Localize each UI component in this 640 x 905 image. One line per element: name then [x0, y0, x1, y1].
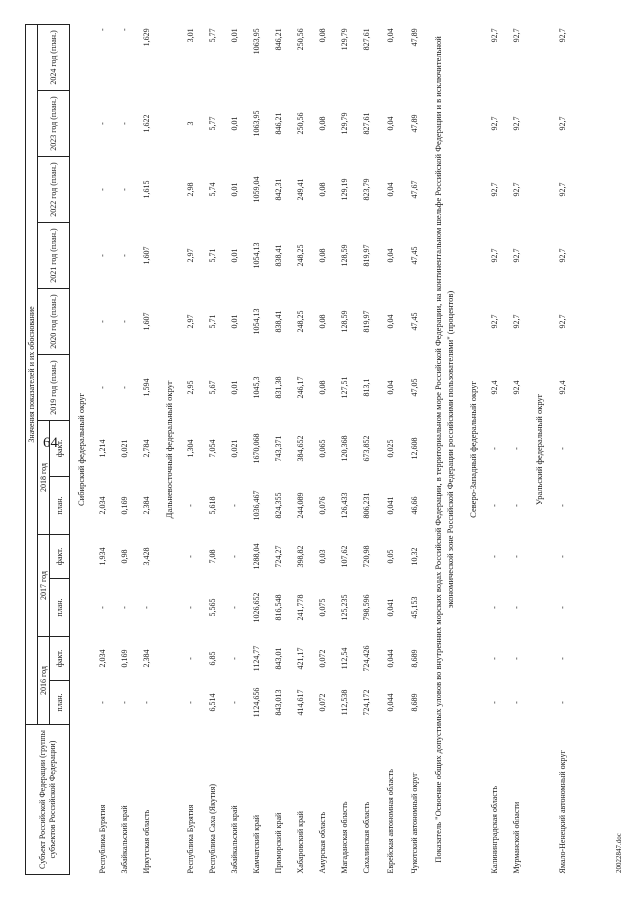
table-row [312, 24, 334, 874]
value-cell: - [119, 122, 129, 125]
value-cell: 92,7 [557, 314, 567, 329]
value-cell: 92,4 [511, 380, 521, 395]
table-row [484, 24, 506, 874]
table-row [404, 24, 426, 874]
value-cell: 823,79 [361, 178, 371, 201]
value-cell: 0,03 [317, 549, 327, 564]
table-row [268, 24, 290, 874]
value-cell: 47,89 [409, 28, 419, 47]
value-cell: 2,384 [141, 649, 151, 668]
value-cell: 244,089 [295, 492, 305, 519]
value-cell: - [185, 504, 195, 507]
table-row [378, 24, 404, 874]
subject-cell: Мурманской области [511, 801, 521, 874]
value-cell: 92,7 [489, 314, 499, 329]
value-cell: - [557, 504, 567, 507]
value-cell: 842,31 [273, 178, 283, 201]
value-cell: 92,7 [511, 314, 521, 329]
section-title-row [528, 24, 550, 874]
value-cell: 0,021 [119, 439, 129, 458]
value-cell: 112,538 [339, 689, 349, 716]
value-cell: 5,71 [207, 248, 217, 263]
value-cell: 0,025 [385, 439, 395, 458]
value-cell: 1,607 [141, 246, 151, 265]
value-cell: 398,82 [295, 545, 305, 568]
value-cell: - [511, 447, 521, 450]
section-title: Сибирский федеральный округ [75, 392, 86, 507]
header-2019: 2019 год (план.) [38, 355, 70, 421]
data-table [25, 24, 576, 875]
value-cell: 0,169 [119, 649, 129, 668]
value-cell: - [185, 555, 195, 558]
value-cell: 92,7 [489, 248, 499, 263]
value-cell: 92,7 [511, 248, 521, 263]
value-cell: - [97, 320, 107, 323]
value-cell: 92,7 [489, 28, 499, 43]
value-cell: 47,67 [409, 180, 419, 199]
value-cell: - [229, 555, 239, 558]
value-cell: - [489, 447, 499, 450]
subject-cell: Приморский край [273, 812, 283, 874]
value-cell: - [185, 701, 195, 704]
value-cell: - [511, 701, 521, 704]
page-number: 64 [43, 435, 58, 451]
subject-cell: Сахалинская область [361, 801, 371, 874]
value-cell: 92,7 [511, 28, 521, 43]
table-row [356, 24, 378, 874]
value-cell: - [97, 701, 107, 704]
header-2016: 2016 год [38, 637, 50, 725]
value-cell: 0,04 [385, 116, 395, 131]
value-cell: 3,428 [141, 547, 151, 566]
value-cell: 843,01 [273, 647, 283, 670]
value-cell: - [489, 555, 499, 558]
value-cell: 250,56 [295, 112, 305, 135]
indicator-row [426, 24, 462, 874]
value-cell: 0,072 [317, 693, 327, 712]
value-cell: 1,607 [141, 312, 151, 331]
value-cell: - [119, 320, 129, 323]
value-cell: 0,041 [385, 598, 395, 617]
value-cell: 0,04 [385, 182, 395, 197]
subject-cell: Забайкальский край [119, 805, 129, 874]
value-cell: 5,77 [207, 116, 217, 131]
value-cell: 414,617 [295, 689, 305, 716]
value-cell: 673,852 [361, 435, 371, 462]
subject-cell: Амурская область [317, 812, 327, 874]
subject-cell: Ямало-Ненецкий автономный округ [557, 750, 567, 874]
value-cell: 3 [185, 121, 195, 126]
header-plan: план. [50, 681, 70, 725]
value-cell: 249,41 [295, 178, 305, 201]
value-cell: 8,689 [409, 649, 419, 668]
value-cell: 827,61 [361, 28, 371, 51]
value-cell: 0,08 [317, 314, 327, 329]
value-cell: 0,01 [229, 380, 239, 395]
table-row [114, 24, 136, 874]
value-cell: - [97, 606, 107, 609]
value-cell: - [511, 504, 521, 507]
header-2023: 2023 год (план.) [38, 91, 70, 157]
header-subject: Субъект Российской Федерации (группы субъектов Российской Федерации) [26, 725, 70, 875]
value-cell: 248,25 [295, 244, 305, 267]
value-cell: - [119, 254, 129, 257]
header-2018: 2018 год [38, 421, 50, 535]
value-cell: 2,034 [97, 649, 107, 668]
subject-cell: Магаданская область [339, 801, 349, 874]
value-cell: 127,51 [339, 376, 349, 399]
value-cell: 6,514 [207, 693, 217, 712]
table-row [224, 24, 246, 874]
value-cell: 1,594 [141, 378, 151, 397]
value-cell: - [119, 701, 129, 704]
header-plan: план. [50, 477, 70, 535]
value-cell: 92,7 [489, 182, 499, 197]
subject-cell: Республика Саха (Якутия) [207, 783, 217, 874]
value-cell: 5,77 [207, 28, 217, 43]
value-cell: - [229, 606, 239, 609]
value-cell: 5,74 [207, 182, 217, 197]
value-cell: 824,355 [273, 492, 283, 519]
subject-cell: Забайкальский край [229, 805, 239, 874]
subject-cell: Иркутская область [141, 809, 151, 874]
value-cell: 120,368 [339, 435, 349, 462]
value-cell: 2,384 [141, 496, 151, 515]
value-cell: 0,01 [229, 116, 239, 131]
value-cell: - [557, 606, 567, 609]
section-title: Дальневосточный федеральный округ [163, 380, 174, 519]
value-cell: 421,17 [295, 647, 305, 670]
value-cell: - [97, 28, 107, 32]
value-cell: 92,7 [511, 116, 521, 131]
value-cell: 2,95 [185, 380, 195, 395]
value-cell: 1036,467 [251, 490, 261, 521]
value-cell: 12,608 [409, 437, 419, 460]
value-cell: 384,652 [295, 435, 305, 462]
value-cell: 1026,652 [251, 592, 261, 623]
indicator-text: Показатель "Освоение общих допустимых уловов во внутренних морских водах Российской Федерации, в территориальном море Российской Федерации, на континентальном шельфе Российской Федерации и в исключительной экономической зоне Российской Федерации российскими пользователями" (процентов) [432, 36, 455, 863]
header-2024: 2024 год (план.) [38, 24, 70, 90]
value-cell: 0,05 [385, 549, 395, 564]
value-cell: 250,56 [295, 28, 305, 51]
header-fact: факт. [50, 535, 70, 579]
value-cell: - [489, 657, 499, 660]
value-cell: 1,214 [97, 439, 107, 458]
section-title-row [70, 24, 92, 874]
value-cell: 47,45 [409, 246, 419, 265]
section-title-row [158, 24, 180, 874]
header-2017: 2017 год [38, 535, 50, 637]
value-cell: - [185, 657, 195, 660]
value-cell: 0,169 [119, 496, 129, 515]
header-fact: факт. [50, 637, 70, 681]
value-cell: 0,08 [317, 28, 327, 43]
value-cell: 2,97 [185, 248, 195, 263]
value-cell: 2,98 [185, 182, 195, 197]
header-2020: 2020 год (план.) [38, 289, 70, 355]
value-cell: 0,065 [317, 439, 327, 458]
value-cell: 46,66 [409, 496, 419, 515]
value-cell: - [97, 122, 107, 125]
value-cell: 819,97 [361, 244, 371, 267]
value-cell: - [511, 657, 521, 660]
value-cell: 806,231 [361, 492, 371, 519]
header-2021: 2021 год (план.) [38, 223, 70, 289]
header-plan: план. [50, 579, 70, 637]
value-cell: 0,01 [229, 28, 239, 43]
subject-cell: Республика Бурятия [185, 804, 195, 874]
value-cell: 2,784 [141, 439, 151, 458]
subject-cell: Калининградская область [489, 785, 499, 874]
value-cell: 129,79 [339, 28, 349, 51]
table-row [506, 24, 528, 874]
value-cell: 819,97 [361, 310, 371, 333]
value-cell: - [119, 386, 129, 389]
value-cell: 125,235 [339, 594, 349, 621]
subject-cell: Хабаровский край [295, 811, 305, 874]
value-cell: 47,05 [409, 378, 419, 397]
subject-cell: Республика Бурятия [97, 804, 107, 874]
value-cell: 1124,656 [251, 687, 261, 718]
value-cell: 92,7 [557, 248, 567, 263]
value-cell: 0,08 [317, 248, 327, 263]
value-cell: - [557, 701, 567, 704]
value-cell: 724,27 [273, 545, 283, 568]
value-cell: 1288,04 [251, 543, 261, 570]
value-cell: 7,08 [207, 549, 217, 564]
table-row [202, 24, 224, 874]
value-cell: 126,433 [339, 492, 349, 519]
value-cell: 831,38 [273, 376, 283, 399]
value-cell: 241,778 [295, 594, 305, 621]
value-cell: 6,85 [207, 651, 217, 666]
value-cell: 0,08 [317, 116, 327, 131]
value-cell: 128,59 [339, 310, 349, 333]
table-row [92, 24, 114, 874]
value-cell: - [557, 657, 567, 660]
value-cell: 798,596 [361, 594, 371, 621]
value-cell: - [557, 447, 567, 450]
value-cell: 0,08 [317, 380, 327, 395]
value-cell: 816,548 [273, 594, 283, 621]
value-cell: 838,41 [273, 244, 283, 267]
header-values-group: Значения показателей и их обоснование [26, 24, 38, 724]
value-cell: 246,17 [295, 376, 305, 399]
value-cell: - [119, 606, 129, 609]
value-cell: - [141, 606, 151, 609]
value-cell: - [97, 386, 107, 389]
value-cell: 92,4 [557, 380, 567, 395]
value-cell: 45,153 [409, 596, 419, 619]
value-cell: - [229, 657, 239, 660]
table-row [550, 24, 576, 874]
value-cell: 843,013 [273, 689, 283, 716]
value-cell: - [97, 188, 107, 191]
value-cell: 5,71 [207, 314, 217, 329]
value-cell: - [119, 188, 129, 191]
value-cell: 1045,3 [251, 376, 261, 399]
value-cell: 0,01 [229, 248, 239, 263]
section-title: Уральский федеральный округ [533, 393, 544, 506]
table-row [180, 24, 202, 874]
value-cell: 1063,95 [251, 110, 261, 137]
table-row [136, 24, 158, 874]
table-body [70, 24, 576, 874]
value-cell: 0,075 [317, 598, 327, 617]
value-cell: 92,7 [557, 182, 567, 197]
value-cell: 5,67 [207, 380, 217, 395]
value-cell: 129,19 [339, 178, 349, 201]
value-cell: 0,072 [317, 649, 327, 668]
value-cell: 1054,13 [251, 242, 261, 269]
value-cell: 47,45 [409, 312, 419, 331]
subject-cell: Чукотский автономный округ [409, 772, 419, 874]
value-cell: 1,622 [141, 114, 151, 133]
value-cell: 0,044 [385, 693, 395, 712]
value-cell: 7,054 [207, 439, 217, 458]
value-cell: 1,304 [185, 439, 195, 458]
value-cell: - [489, 701, 499, 704]
value-cell: 8,689 [409, 693, 419, 712]
value-cell: 813,1 [361, 378, 371, 397]
value-cell: 827,61 [361, 112, 371, 135]
value-cell: 2,034 [97, 496, 107, 515]
value-cell: - [141, 701, 151, 704]
table-row [334, 24, 356, 874]
value-cell: 1054,13 [251, 308, 261, 335]
value-cell: 1063,95 [251, 28, 261, 55]
value-cell: 0,08 [317, 182, 327, 197]
header-fact: факт. [50, 421, 70, 477]
value-cell: 5,618 [207, 496, 217, 515]
value-cell: 1,934 [97, 547, 107, 566]
value-cell: 724,426 [361, 645, 371, 672]
value-cell: 846,21 [273, 28, 283, 51]
value-cell: - [489, 504, 499, 507]
value-cell: 248,25 [295, 310, 305, 333]
footer-code: 20022847.doc [615, 833, 623, 873]
section-title-row [462, 24, 484, 874]
value-cell: 846,21 [273, 112, 283, 135]
value-cell: 0,01 [229, 182, 239, 197]
value-cell: 2,97 [185, 314, 195, 329]
table-row [290, 24, 312, 874]
value-cell: 47,89 [409, 114, 419, 133]
value-cell: 720,98 [361, 545, 371, 568]
value-cell: - [511, 606, 521, 609]
value-cell: 92,7 [489, 116, 499, 131]
value-cell: 1059,04 [251, 176, 261, 203]
value-cell: - [185, 606, 195, 609]
value-cell: 0,01 [229, 314, 239, 329]
value-cell: 0,04 [385, 314, 395, 329]
value-cell: 112,54 [339, 647, 349, 670]
value-cell: - [97, 254, 107, 257]
value-cell: 92,7 [511, 182, 521, 197]
value-cell: 0,04 [385, 28, 395, 43]
value-cell: 724,172 [361, 689, 371, 716]
value-cell: 92,7 [557, 116, 567, 131]
value-cell: 838,41 [273, 310, 283, 333]
value-cell: 107,62 [339, 545, 349, 568]
value-cell: - [557, 555, 567, 558]
value-cell: 3,01 [185, 28, 195, 43]
value-cell: 129,79 [339, 112, 349, 135]
value-cell: 1,615 [141, 180, 151, 199]
value-cell: 1124,77 [251, 645, 261, 672]
value-cell: 5,565 [207, 598, 217, 617]
value-cell: 0,04 [385, 248, 395, 263]
value-cell: 10,32 [409, 547, 419, 566]
value-cell: 1,629 [141, 28, 151, 47]
value-cell: - [229, 701, 239, 704]
value-cell: - [489, 606, 499, 609]
value-cell: 92,7 [557, 28, 567, 43]
rotated-page [25, 25, 625, 875]
subject-cell: Еврейская автономная область [385, 769, 395, 874]
value-cell: 128,59 [339, 244, 349, 267]
value-cell: - [119, 28, 129, 32]
value-cell: 0,076 [317, 496, 327, 515]
value-cell: 0,041 [385, 496, 395, 515]
value-cell: 1670,068 [251, 433, 261, 464]
value-cell: 0,98 [119, 549, 129, 564]
value-cell: 0,044 [385, 649, 395, 668]
table-row [246, 24, 268, 874]
header-2022: 2022 год (план.) [38, 157, 70, 223]
value-cell: - [229, 504, 239, 507]
value-cell: 743,371 [273, 435, 283, 462]
value-cell: - [511, 555, 521, 558]
subject-cell: Камчатский край [251, 814, 261, 874]
value-cell: 0,021 [229, 439, 239, 458]
value-cell: 0,04 [385, 380, 395, 395]
value-cell: 92,4 [489, 380, 499, 395]
section-title: Северо-Западный федеральный округ [467, 381, 478, 518]
